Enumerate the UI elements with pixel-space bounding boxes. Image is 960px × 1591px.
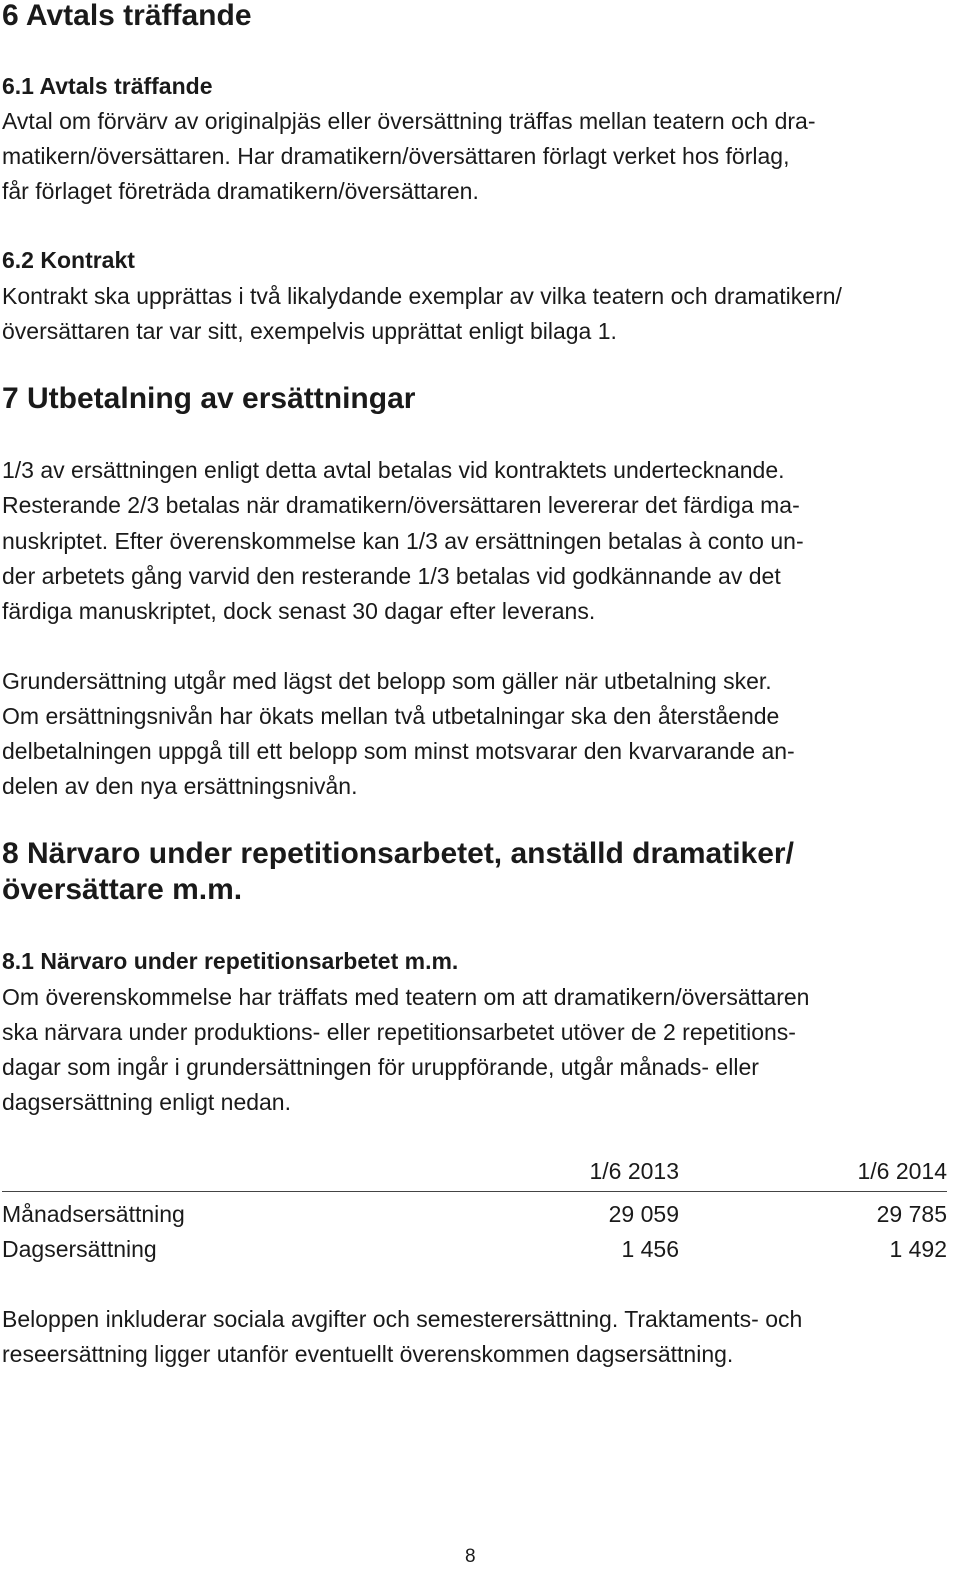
paragraph-line: Grundersättning utgår med lägst det belopp som gäller när utbetalning sker. bbox=[2, 668, 772, 694]
paragraph-line: Om överenskommelse har träffats med teatern om att dramatikern/översättaren bbox=[2, 984, 810, 1010]
page-number: 8 bbox=[465, 1546, 476, 1567]
table-row bbox=[2, 1199, 947, 1229]
paragraph-line: får förlaget företräda dramatikern/översättaren. bbox=[2, 178, 479, 204]
table-header-row bbox=[2, 1156, 947, 1186]
paragraph-line: översättaren tar var sitt, exempelvis upprättat enligt bilaga 1. bbox=[2, 318, 617, 344]
table-cell: 1 456 bbox=[621, 1236, 679, 1262]
paragraph-line: Avtal om förvärv av originalpjäs eller översättning träffas mellan teatern och dra- bbox=[2, 108, 816, 134]
section-8-heading-cont: översättare m.m. bbox=[2, 873, 243, 906]
table-cell: 29 785 bbox=[876, 1201, 947, 1227]
paragraph-line: Beloppen inkluderar sociala avgifter och semesterersättning. Traktaments- och bbox=[2, 1306, 803, 1332]
paragraph-line: ska närvara under produktions- eller repetitionsarbetet utöver de 2 repetitions- bbox=[2, 1019, 796, 1045]
table-header-cell: 1/6 2014 bbox=[857, 1158, 947, 1184]
table-cell: Månadsersättning bbox=[2, 1201, 185, 1227]
paragraph-line: der arbetets gång varvid den resterande 1/3 betalas vid godkännande av det bbox=[2, 563, 781, 589]
paragraph-line: nuskriptet. Efter överenskommelse kan 1/3 av ersättningen betalas à conto un- bbox=[2, 528, 804, 554]
table-row bbox=[2, 1234, 947, 1264]
table-cell: 1 492 bbox=[889, 1236, 947, 1262]
table-cell: Dagsersättning bbox=[2, 1236, 157, 1262]
section-8-heading: 8 Närvaro under repetitionsarbetet, anställd dramatiker/ bbox=[2, 837, 794, 870]
paragraph-line: färdiga manuskriptet, dock senast 30 dagar efter leverans. bbox=[2, 598, 596, 624]
table-cell: 29 059 bbox=[608, 1201, 679, 1227]
section-8-1-heading: 8.1 Närvaro under repetitionsarbetet m.m. bbox=[2, 948, 459, 974]
section-6-heading: 6 Avtals träffande bbox=[2, 0, 252, 32]
section-7-heading: 7 Utbetalning av ersättningar bbox=[2, 382, 416, 415]
section-6-1-heading: 6.1 Avtals träffande bbox=[2, 73, 213, 99]
paragraph-line: matikern/översättaren. Har dramatikern/översättaren förlagt verket hos förlag, bbox=[2, 143, 790, 169]
paragraph-line: 1/3 av ersättningen enligt detta avtal betalas vid kontraktets undertecknande. bbox=[2, 457, 785, 483]
paragraph-line: dagsersättning enligt nedan. bbox=[2, 1089, 291, 1115]
paragraph-line: dagar som ingår i grundersättningen för uruppförande, utgår månads- eller bbox=[2, 1054, 759, 1080]
table-header-cell: 1/6 2013 bbox=[589, 1158, 679, 1184]
paragraph-line: Om ersättningsnivån har ökats mellan två utbetalningar ska den återstående bbox=[2, 703, 780, 729]
table-divider bbox=[2, 1191, 947, 1192]
paragraph-line: Kontrakt ska upprättas i två likalydande exemplar av vilka teatern och dramatikern/ bbox=[2, 283, 842, 309]
paragraph-line: Resterande 2/3 betalas när dramatikern/översättaren levererar det färdiga ma- bbox=[2, 492, 800, 518]
paragraph-line: delbetalningen uppgå till ett belopp som minst motsvarar den kvarvarande an- bbox=[2, 738, 795, 764]
section-6-2-heading: 6.2 Kontrakt bbox=[2, 247, 135, 273]
paragraph-line: reseersättning ligger utanför eventuellt överenskommen dagsersättning. bbox=[2, 1341, 734, 1367]
paragraph-line: delen av den nya ersättningsnivån. bbox=[2, 773, 358, 799]
